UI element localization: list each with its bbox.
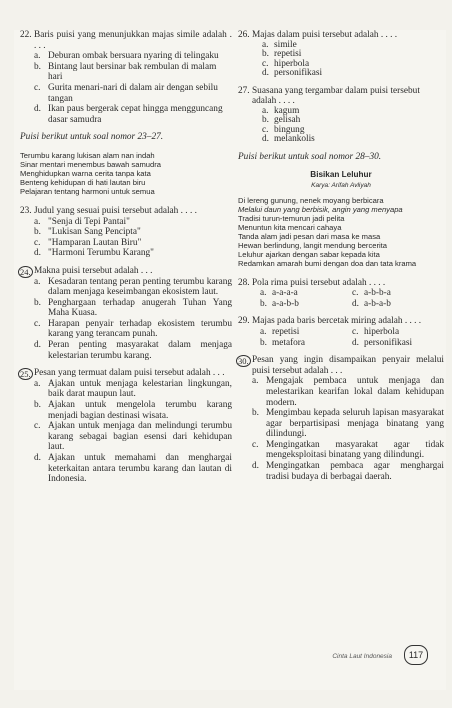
option-c: a-b-b-a <box>364 288 391 299</box>
question-text: Suasana yang tergambar dalam puisi tersebut adalah . . . . <box>252 85 420 107</box>
question-text: Pesan yang termuat dalam puisi tersebut adalah . . . <box>34 368 225 379</box>
poem-terumbu-karang <box>20 151 232 196</box>
question-number: 27. <box>238 85 250 96</box>
option-d: "Harmoni Terumbu Karang" <box>48 248 154 259</box>
question-text: Baris puisi yang menunjukkan majas simile adalah . . . . <box>34 30 232 51</box>
option-b: Penghargaan terhadap anugerah Tuhan Yang Maha Kuasa. <box>48 297 232 319</box>
poem-title: Bisikan Leluhur <box>310 170 372 180</box>
option-letter: b. <box>260 337 267 348</box>
question-24 <box>20 266 232 361</box>
option-c: Mengingatkan masyarakat agar tidak mengeksploitasi binatang yang dilindungi. <box>266 439 444 461</box>
question-text: Makna puisi tersebut adalah . . . <box>34 265 153 276</box>
question-number-circled: 30. <box>238 356 249 367</box>
textbook-page <box>14 30 446 690</box>
option-letter: b. <box>34 61 41 72</box>
option-letter: c. <box>34 82 41 93</box>
option-c: Gurita menari-nari di dalam air dengan sebilu tangan <box>48 82 218 104</box>
left-column <box>20 30 232 492</box>
option-b: Bintang laut bersinar bak rembulan di malam hari <box>48 61 217 83</box>
poem-intro-28-30: Puisi berikut untuk soal nomor 28–30. <box>238 151 382 162</box>
option-letter: a. <box>34 378 41 389</box>
question-text: Majas dalam puisi tersebut adalah . . . . <box>252 30 398 40</box>
option-a: repetisi <box>272 326 300 337</box>
option-letter: c. <box>34 318 41 329</box>
option-letter: a. <box>260 326 267 337</box>
poem-line: Leluhur ajarkan dengan sabar kepada kita <box>238 249 380 259</box>
option-letter: b. <box>34 297 41 308</box>
question-26 <box>238 30 444 79</box>
option-letter: c. <box>34 237 41 248</box>
option-letter: d. <box>34 340 41 351</box>
option-letter: c. <box>352 326 359 337</box>
question-22 <box>20 30 232 125</box>
question-23 <box>20 206 232 259</box>
option-d: Ikan paus bergerak cepat hingga mengguncang dasar samudra <box>48 104 223 125</box>
option-letter: d. <box>252 461 259 472</box>
option-b: gelisah <box>274 115 301 126</box>
option-a: kagum <box>274 105 300 116</box>
option-letter: c. <box>352 288 359 299</box>
option-d: a-b-a-b <box>364 298 391 309</box>
option-letter: a. <box>252 376 259 387</box>
option-a: Kesadaran tentang peran penting terumbu karang dalam menjaga keseimbangan ekosistem laut. <box>48 276 232 298</box>
option-a: Mengajak pembaca untuk menjaga dan melestarikan kearifan lokal dalam kehidupan modern. <box>266 376 444 408</box>
poem-intro-23-27: Puisi berikut untuk soal nomor 23–27. <box>20 132 164 143</box>
option-d: Mengingatkan pembaca agar menghargai tradisi budaya di berbagai daerah. <box>266 461 444 482</box>
poem-line: Hewan berlindung, langit mendung bercerita <box>238 240 388 250</box>
option-letter: d. <box>34 104 41 115</box>
option-letter: b. <box>260 298 267 309</box>
question-25 <box>20 368 232 485</box>
question-number-circled: 24. <box>20 266 31 277</box>
question-text: Majas pada baris bercetak miring adalah . . . . <box>252 316 422 327</box>
question-number: 23. <box>20 205 32 216</box>
option-c: Harapan penyair terhadap ekosistem terumbu karang yang terancam punah. <box>48 318 232 340</box>
option-c: hiperbola <box>274 58 310 69</box>
option-letter: a. <box>262 105 269 116</box>
option-letter: c. <box>252 439 259 450</box>
option-c: bingung <box>274 124 305 135</box>
option-letter: d. <box>352 298 359 309</box>
poem-line: Redamkan amarah bumi dengan doa dan tata krama <box>238 258 417 268</box>
poem-bisikan-leluhur <box>238 196 444 268</box>
question-30 <box>238 355 444 482</box>
poem-line-italic: Melalui daun yang berbisik, angin yang menyapa <box>238 204 403 214</box>
question-number-circled: 25. <box>20 369 31 380</box>
option-b: repetisi <box>274 49 302 60</box>
question-29 <box>238 316 444 348</box>
option-letter: a. <box>262 39 269 50</box>
option-letter: d. <box>262 134 269 145</box>
option-letter: d. <box>262 68 269 79</box>
right-column <box>238 30 444 489</box>
option-b: Mengimbau kepada seluruh lapisan masyarakat agar berpartisipasi menjaga binatang yang dilindungi. <box>266 408 444 440</box>
page-number: 117 <box>404 645 428 665</box>
option-a: Ajakan untuk menjaga kelestarian lingkungan, baik darat maupun laut. <box>48 378 232 400</box>
option-letter: d. <box>34 453 41 463</box>
question-number: 29. <box>238 316 250 327</box>
question-27 <box>238 86 444 145</box>
question-number: 26. <box>238 30 250 40</box>
option-letter: a. <box>34 276 41 287</box>
option-a: "Senja di Tepi Pantai" <box>48 216 130 227</box>
option-c: Ajakan untuk menjaga dan melindungi terumbu karang sebagai bagian esensi dari kehidupan laut. <box>48 421 232 453</box>
poem-line: Tradisi turun-temurun jadi pelita <box>238 213 345 223</box>
option-letter: c. <box>34 421 41 432</box>
option-letter: b. <box>252 408 259 419</box>
question-number: 22. <box>20 30 32 40</box>
poem-line: Benteng kehidupan di hati lautan biru <box>20 177 146 187</box>
question-number: 28. <box>238 277 250 288</box>
option-d: melankolis <box>274 134 315 145</box>
poem-line: Di lereng gunung, nenek moyang berbicara <box>238 195 384 205</box>
option-letter: d. <box>34 248 41 259</box>
question-28 <box>238 278 444 310</box>
option-letter: b. <box>262 49 269 60</box>
option-a: simile <box>274 39 297 50</box>
option-d: Ajakan untuk memahami dan menghargai keterkaitan antara terumbu karang dan lautan di Indonesia. <box>48 453 232 485</box>
poem-author: Karya: Arifah Avliyah <box>311 181 371 189</box>
option-b: Ajakan untuk mengelola terumbu karang menjadi bagian destinasi wisata. <box>48 400 232 421</box>
poem-line: Pelajaran tentang harmoni untuk semua <box>20 186 155 196</box>
poem-line: Sinar mentari menembus bawah samudra <box>20 159 161 169</box>
poem-line: Menghidupkan warna cerita tanpa kata <box>20 168 151 178</box>
option-letter: a. <box>260 288 267 299</box>
question-text: Pola rima puisi tersebut adalah . . . . <box>252 277 386 288</box>
option-letter: d. <box>352 337 359 348</box>
option-letter: c. <box>262 58 269 69</box>
poem-line: Terumbu karang lukisan alam nan indah <box>20 150 155 160</box>
option-letter: a. <box>34 51 41 62</box>
poem-line: Menuntun kita mencari cahaya <box>238 222 342 232</box>
option-d: personifikasi <box>274 68 323 79</box>
option-letter: b. <box>262 115 269 126</box>
option-letter: b. <box>34 400 41 411</box>
option-letter: b. <box>34 227 41 238</box>
option-a: Deburan ombak bersuara nyaring di telingaku <box>48 51 219 62</box>
option-a: a-a-a-a <box>272 288 298 299</box>
option-c: hiperbola <box>364 326 400 337</box>
option-letter: a. <box>34 216 41 227</box>
option-b: a-a-b-b <box>272 298 299 309</box>
question-text: Judul yang sesuai puisi tersebut adalah . . . . <box>34 205 197 216</box>
option-d: personifikasi <box>364 337 413 348</box>
footer-text: Cinta Laut Indonesia <box>332 653 392 660</box>
poem-line: Tanda alam jadi pesan dari masa ke masa <box>238 231 381 241</box>
option-letter: c. <box>262 124 269 135</box>
option-d: Peran penting masyarakat dalam menjaga kelestarian terumbu karang. <box>48 340 232 361</box>
option-b: metafora <box>272 337 306 348</box>
option-b: "Lukisan Sang Pencipta" <box>48 227 141 238</box>
option-c: "Hamparan Lautan Biru" <box>48 237 142 248</box>
question-text: Pesan yang ingin disampaikan penyair melalui puisi tersebut adalah . . . <box>252 355 444 376</box>
